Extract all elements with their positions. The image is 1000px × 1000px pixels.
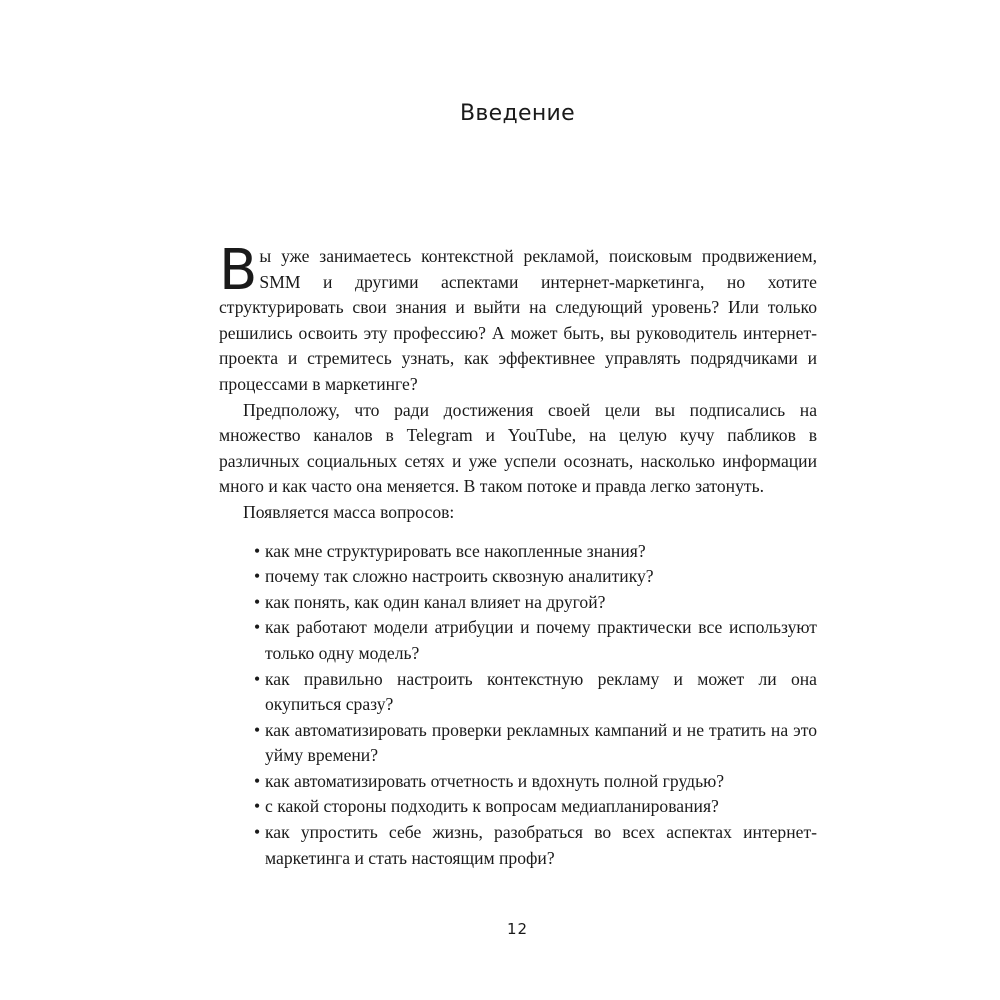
page-title: Введение [460,101,575,126]
list-item: • с какой стороны подходить к вопросам медиапланирования? [254,794,817,820]
list-item: • как упростить себе жизнь, разобраться во всех аспектах интернет-маркетинга и стать настоящим профи? [254,820,817,871]
list-item: • как правильно настроить контекстную рекламу и может ли она окупиться сразу? [254,667,817,718]
list-item: • как автоматизировать проверки рекламных кампаний и не тратить на это уйму времени? [254,718,817,769]
intro-paragraph [219,238,817,398]
list-item: • почему так сложно настроить сквозную аналитику? [254,564,817,590]
paragraph: Предположу, что ради достижения своей цели вы подписались на множество каналов в Telegram и YouTube, на целую кучу пабликов в различных социальных сетях и уже успели осознать, насколько информации много и как часто она меняется. В таком потоке и правда легко затонуть. [219,399,817,497]
page-number: 12 [506,920,529,938]
body-text [219,238,817,871]
questions-list [219,539,817,872]
paragraph: Появляется масса вопросов: [243,501,455,522]
drop-cap: В [219,238,258,303]
list-item: • как понять, как один канал влияет на другой? [254,590,817,616]
list-item: • как работают модели атрибуции и почему практически все используют только одну модель? [254,615,817,666]
intro-text: ы уже занимаетесь контекстной рекламой, поисковым продвижением, SMM и другими аспектами интернет-маркетинга, но хотите структурировать свои знания и выйти на следующий уровень? Или только решились освоить эту профессию? А может быть, вы руководитель интернет-проекта и стремитесь узнать, как эффективнее управлять подрядчиками и процессами в маркетинге? [219,246,817,394]
list-item: • как автоматизировать отчетность и вдохнуть полной грудью? [254,769,817,795]
list-item: • как мне структурировать все накопленные знания? [254,539,817,565]
